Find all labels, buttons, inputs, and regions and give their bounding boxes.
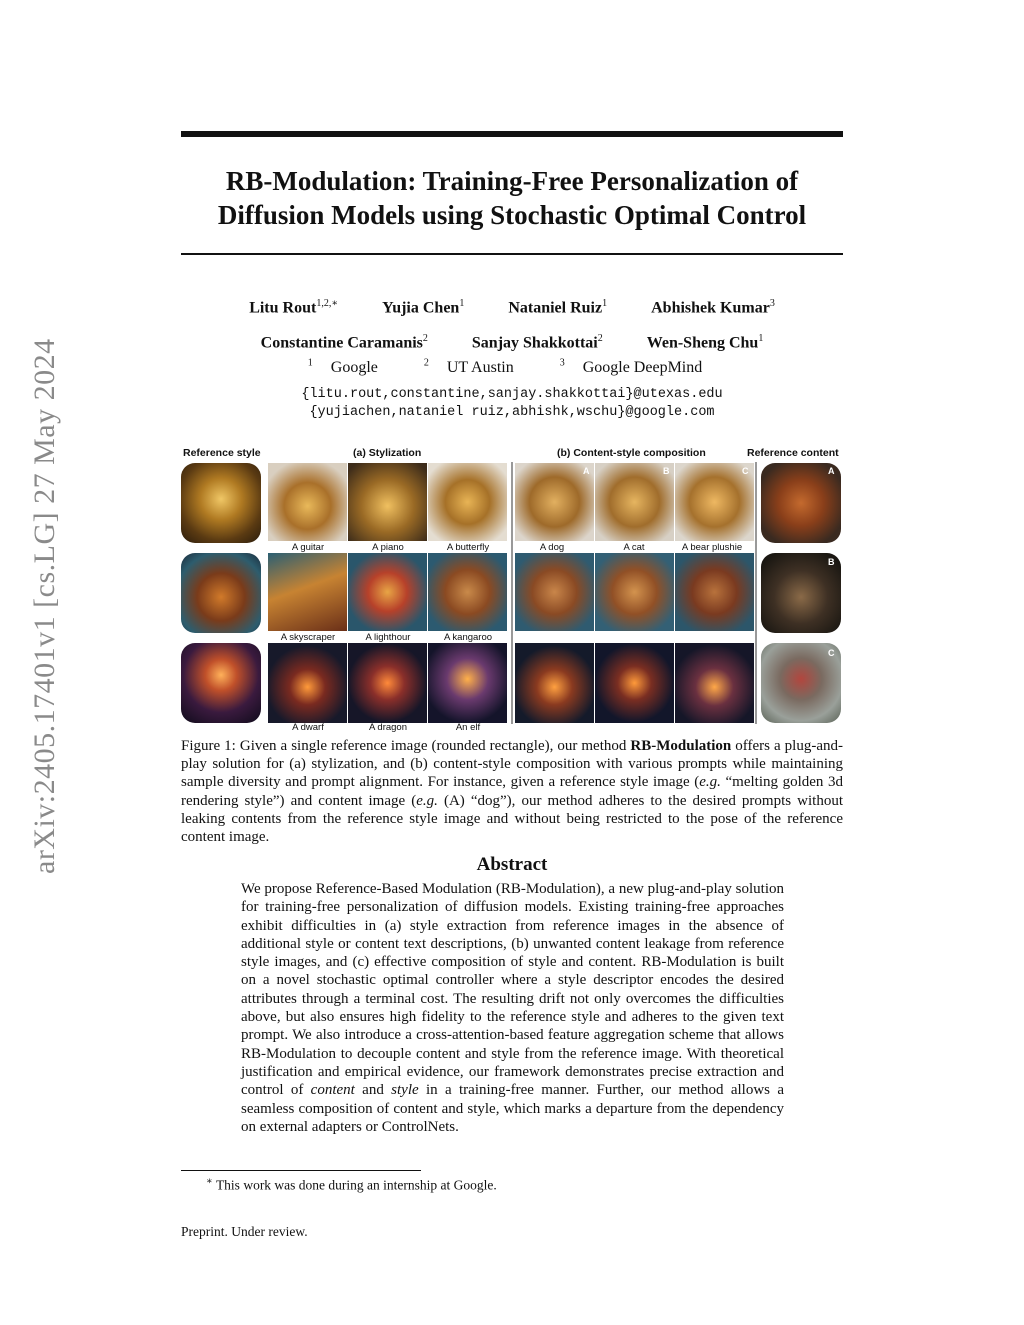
stylization-lighthouse-image [348, 553, 427, 631]
badge-b: B [663, 466, 670, 476]
header-stylization: (a) Stylization [353, 447, 422, 459]
caption-eg: e.g. [416, 792, 438, 809]
composition-mosaic-bear-image [675, 553, 754, 631]
footnote-rule [181, 1170, 421, 1171]
caption-guitar: A guitar [291, 542, 325, 553]
author-sup: 1 [602, 298, 608, 309]
badge-a: A [583, 466, 590, 476]
figure-label: Figure 1: [181, 738, 236, 754]
composition-mosaic-cat-image [595, 553, 674, 631]
footnote-text: This work was done during an internship at Google. [215, 1177, 497, 1193]
author-name: Nataniel Ruiz [508, 299, 603, 317]
email-line-2: {yujiachen,nataniel ruiz,abhishk,wschu}@google.com [309, 405, 715, 420]
header-reference-content: Reference content [747, 447, 839, 459]
affiliation-sup: 3 [559, 358, 565, 369]
caption-elf: An elf [455, 722, 481, 733]
abstract-emphasis: style [391, 1082, 419, 1099]
caption-text: Given a single reference image (rounded rectangle), our method [239, 738, 627, 754]
author-sup: 3 [769, 298, 775, 309]
badge-c: C [828, 648, 835, 658]
composition-glow-dog-image [515, 643, 594, 723]
caption-text: offers a plug-and-play solution for (a) stylization, and (b) content-style composition with various prompts while maintaining sample diversity and prompt alignment. For instance, given a reference style image ( [181, 738, 843, 791]
author-name: Wen-Sheng Chu [646, 334, 759, 352]
figure-divider [755, 462, 757, 724]
abstract-text: We propose Reference-Based Modulation (RB-Modulation), a new plug-and-play solution for training-free personalization of diffusion models. Existing training-free approaches exhibit difficulties in (a) style extraction from reference images in the absence of additional style or content text descriptions, (b) unwanted content leakage from reference style images, and (c) effective composition of style and content. RB-Modulation is built on a novel stochastic optimal controller where a style descriptor encodes the desired attributes through a terminal cost. The resulting drift not only overcomes the difficulties above, but also ensures high fidelity to the reference style and adheres to the given text prompt. We also introduce a cross-attention-based feature aggregation scheme that allows RB-Modulation to decouple content and style from the reference image. With theoretical justification and empirical evidence, our framework demonstrates precise extraction and control of [241, 881, 784, 1099]
figure-divider [511, 462, 513, 724]
abstract-heading: Abstract [476, 854, 548, 875]
footnote [206, 1176, 497, 1194]
composition-mosaic-dog-image [515, 553, 594, 631]
preprint-note: Preprint. Under review. [181, 1224, 308, 1239]
paper-title [181, 164, 843, 232]
authors-row-1 [181, 298, 843, 317]
caption-text: (A) “dog”), our method adheres to the desired prompts without leaking contents from the reference style image and without being restricted to the pose of the reference content image. [181, 792, 843, 846]
stylization-butterfly-image [428, 463, 507, 541]
composition-glow-cat-image [595, 643, 674, 723]
caption-dwarf: A dwarf [292, 722, 324, 733]
affiliation-sup: 2 [423, 358, 429, 369]
arxiv-stamp: arXiv:2405.17401v1 [cs.LG] 27 May 2024 [28, 338, 61, 874]
author [651, 298, 775, 317]
stylization-kangaroo-image [428, 553, 507, 631]
badge-a: A [828, 466, 835, 476]
author [249, 298, 338, 317]
caption-piano: A piano [372, 542, 404, 553]
badge-b: B [828, 557, 835, 567]
stylization-skyscraper-image [268, 553, 347, 631]
reference-style-gold-rose-image [181, 463, 261, 543]
caption-skyscraper: A skyscraper [280, 632, 336, 643]
title-top-rule [181, 131, 843, 137]
affiliation [308, 359, 392, 376]
author [261, 333, 428, 352]
affiliation [424, 359, 528, 376]
abstract-emphasis: content [310, 1082, 355, 1099]
author-name: Abhishek Kumar [651, 299, 770, 317]
author [508, 298, 607, 317]
author [472, 333, 603, 352]
title-bottom-rule [181, 253, 843, 255]
stylization-guitar-image [268, 463, 347, 541]
caption-eg: e.g. [699, 774, 721, 791]
author-sup: 1 [758, 333, 764, 344]
stylization-dwarf-image [268, 643, 347, 723]
footnote-mark: ∗ [206, 1176, 213, 1187]
email-line-1: {litu.rout,constantine,sanjay.shakkottai}@utexas.edu [301, 387, 723, 402]
stylization-dragon-image [348, 643, 427, 723]
affiliation-name: Google DeepMind [582, 359, 703, 377]
authors-row-2 [181, 333, 843, 352]
stylization-elf-image [428, 643, 507, 723]
caption-bear-plushie: A bear plushie [681, 542, 743, 553]
author-name: Litu Rout [249, 299, 317, 317]
method-name: RB-Modulation [630, 738, 732, 754]
caption-text: “melting golden 3d rendering style”) and content image ( [181, 774, 844, 809]
figure-caption [181, 737, 843, 846]
abstract-text: in a training-free manner. Further, our method allows a seamless composition of content and style, which marks a departure from the dependency on external adapters or ControlNets. [241, 1082, 785, 1135]
reference-style-glowing-mushroom-image [181, 643, 261, 723]
caption-dragon: A dragon [368, 722, 408, 733]
author-sup: 2 [422, 333, 428, 344]
abstract-body [241, 880, 784, 1136]
author-name: Sanjay Shakkottai [471, 334, 598, 352]
title-line-2: Diffusion Models using Stochastic Optimal Control [217, 200, 807, 230]
caption-kangaroo: A kangaroo [443, 632, 493, 643]
header-reference-style: Reference style [183, 447, 261, 459]
affiliations [181, 358, 843, 377]
badge-c: C [742, 466, 749, 476]
composition-glow-bear-image [675, 643, 754, 723]
caption-lighthour: A lighthour [365, 632, 411, 643]
author [647, 333, 764, 352]
affiliation-name: Google [330, 359, 378, 377]
stylization-piano-image [348, 463, 427, 541]
affiliation-sup: 1 [307, 358, 313, 369]
reference-style-mosaic-teapot-image [181, 553, 261, 633]
author-name: Constantine Caramanis [260, 334, 423, 352]
title-line-1: RB-Modulation: Training-Free Personalization of [225, 166, 799, 196]
caption-cat: A cat [623, 542, 645, 553]
author [382, 298, 464, 317]
author-name: Yujia Chen [382, 299, 460, 317]
caption-dog: A dog [539, 542, 565, 553]
caption-butterfly: A butterfly [446, 542, 490, 553]
author-sup: 2 [597, 333, 603, 344]
abstract-text: and [354, 1082, 392, 1099]
author-sup: 1 [459, 298, 465, 309]
affiliation-name: UT Austin [446, 359, 514, 377]
header-composition: (b) Content-style composition [557, 447, 706, 459]
author-sup: 1,2,∗ [316, 298, 339, 309]
affiliation [560, 359, 717, 376]
